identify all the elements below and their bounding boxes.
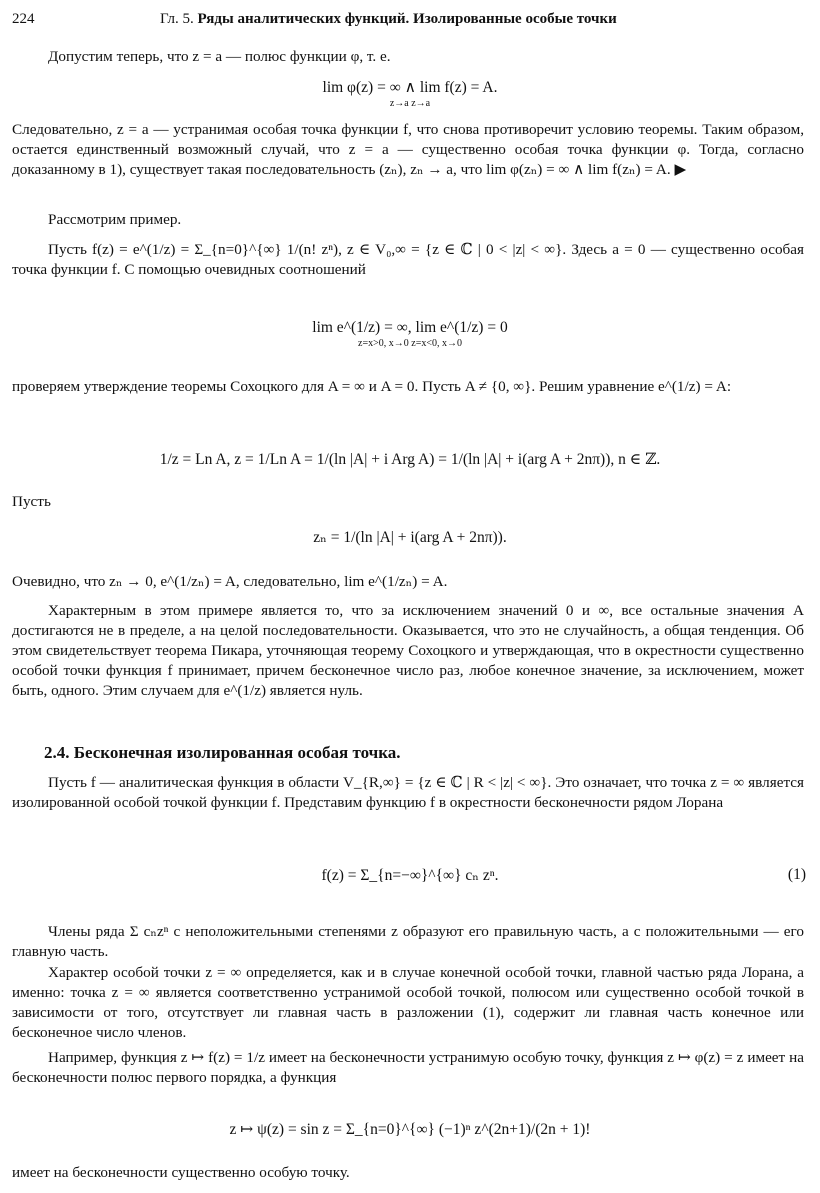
paragraph: Пусть f(z) = e^(1/z) = Σ_{n=0}^{∞} 1/(n! zⁿ), z ∈ V₀,∞ = {z ∈ ℂ | 0 < |z| < ∞}. Здесь a = 0 — существенно особая точка функции f. С помощью очевидных соотношений xyxy=(12,241,804,278)
formula-zn: zₙ = 1/(ln |A| + i(arg A + 2nπ)). xyxy=(313,529,507,546)
formula-laurent: f(z) = Σ_{n=−∞}^{∞} cₙ zⁿ. xyxy=(321,867,499,884)
formula-sin-series: z ↦ ψ(z) = sin z = Σ_{n=0}^{∞} (−1)ⁿ z^(2n+1)/(2n + 1)! xyxy=(229,1121,591,1138)
page-number: 224 xyxy=(12,11,35,27)
paragraph: Допустим теперь, что z = a — полюс функции φ, т. е. xyxy=(48,48,391,65)
equation-number: (1) xyxy=(787,866,806,883)
chapter-heading: Гл. 5. Ряды аналитических функций. Изолированные особые точки xyxy=(160,11,617,27)
formula-ln: 1/z = Ln A, z = 1/Ln A = 1/(ln |A| + i Arg A) = 1/(ln |A| + i(arg A + 2nπ)), n ∈ ℤ. xyxy=(159,451,661,468)
chapter-title: Ряды аналитических функций. Изолированные особые точки xyxy=(197,11,617,27)
paragraph: Следовательно, z = a — устранимая особая точка функции f, что снова противоречит условию теоремы. Таким образом, остается единственный возможный случай, что z = a — существенно особая точка функции φ. Тогда, согласно доказанному в 1), существует такая последовательность (zₙ), zₙ → a, что lim φ(zₙ) = ∞ ∧ lim f(zₙ) = A. ▶ xyxy=(12,121,804,178)
paragraph: Очевидно, что zₙ → 0, e^(1/zₙ) = A, следовательно, lim e^(1/zₙ) = A. xyxy=(12,573,448,590)
paragraph: Характер особой точки z = ∞ определяется, как и в случае конечной особой точки, главной частью ряда Лорана, а именно: точка z = ∞ является соответственно устранимой особой точкой, полюсом или существенно особой точкой в зависимости от того, отсутствует ли главная часть в разложении (1), содержит ли главная часть конечное или бесконечное число членов. xyxy=(12,964,804,1041)
section-heading: 2.4. Бесконечная изолированная особая точка. xyxy=(44,743,401,762)
paragraph: имеет на бесконечности существенно особую точку. xyxy=(12,1164,350,1181)
paragraph: Рассмотрим пример. xyxy=(48,211,182,228)
paragraph: Например, функция z ↦ f(z) = 1/z имеет на бесконечности устранимую особую точку, функция z ↦ φ(z) = z имеет на бесконечности полюс первого порядка, а функция xyxy=(12,1049,804,1086)
paragraph: Пусть xyxy=(12,493,51,510)
formula-limits: lim φ(z) = ∞ ∧ lim f(z) = A. z→a z→a xyxy=(322,79,498,109)
paragraph: Члены ряда Σ cₙzⁿ с неположительными степенями z образуют его правильную часть, а с положительными — его главную часть. xyxy=(12,923,804,960)
paragraph: Пусть f — аналитическая функция в области V_{R,∞} = {z ∈ ℂ | R < |z| < ∞}. Это означает, что точка z = ∞ является изолированной особой точкой функции f. Представим функцию f в окрестности бесконечности рядом Лорана xyxy=(12,774,804,811)
running-header xyxy=(12,11,808,33)
paragraph: проверяем утверждение теоремы Сохоцкого для A = ∞ и A = 0. Пусть A ≠ {0, ∞}. Решим уравнение e^(1/z) = A: xyxy=(12,378,732,395)
paragraph: Характерным в этом примере является то, что за исключением значений 0 и ∞, все остальные значения A достигаются не в пределе, а на целой последовательности. Оказывается, что это не случайность, а общая тенденция. Об этом свидетельствует теорема Пикара, уточняющая теорему Сохоцкого и утверждающая, что в окрестности существенно особой точки функция f принимает, причем бесконечное число раз, любое конечное значение, за исключением, может быть, одного. Этим случаем для e^(1/z) является нуль. xyxy=(12,602,804,699)
formula-exp-limits: lim e^(1/z) = ∞, lim e^(1/z) = 0 z=x>0, x→0 z=x<0, x→0 xyxy=(312,319,508,349)
